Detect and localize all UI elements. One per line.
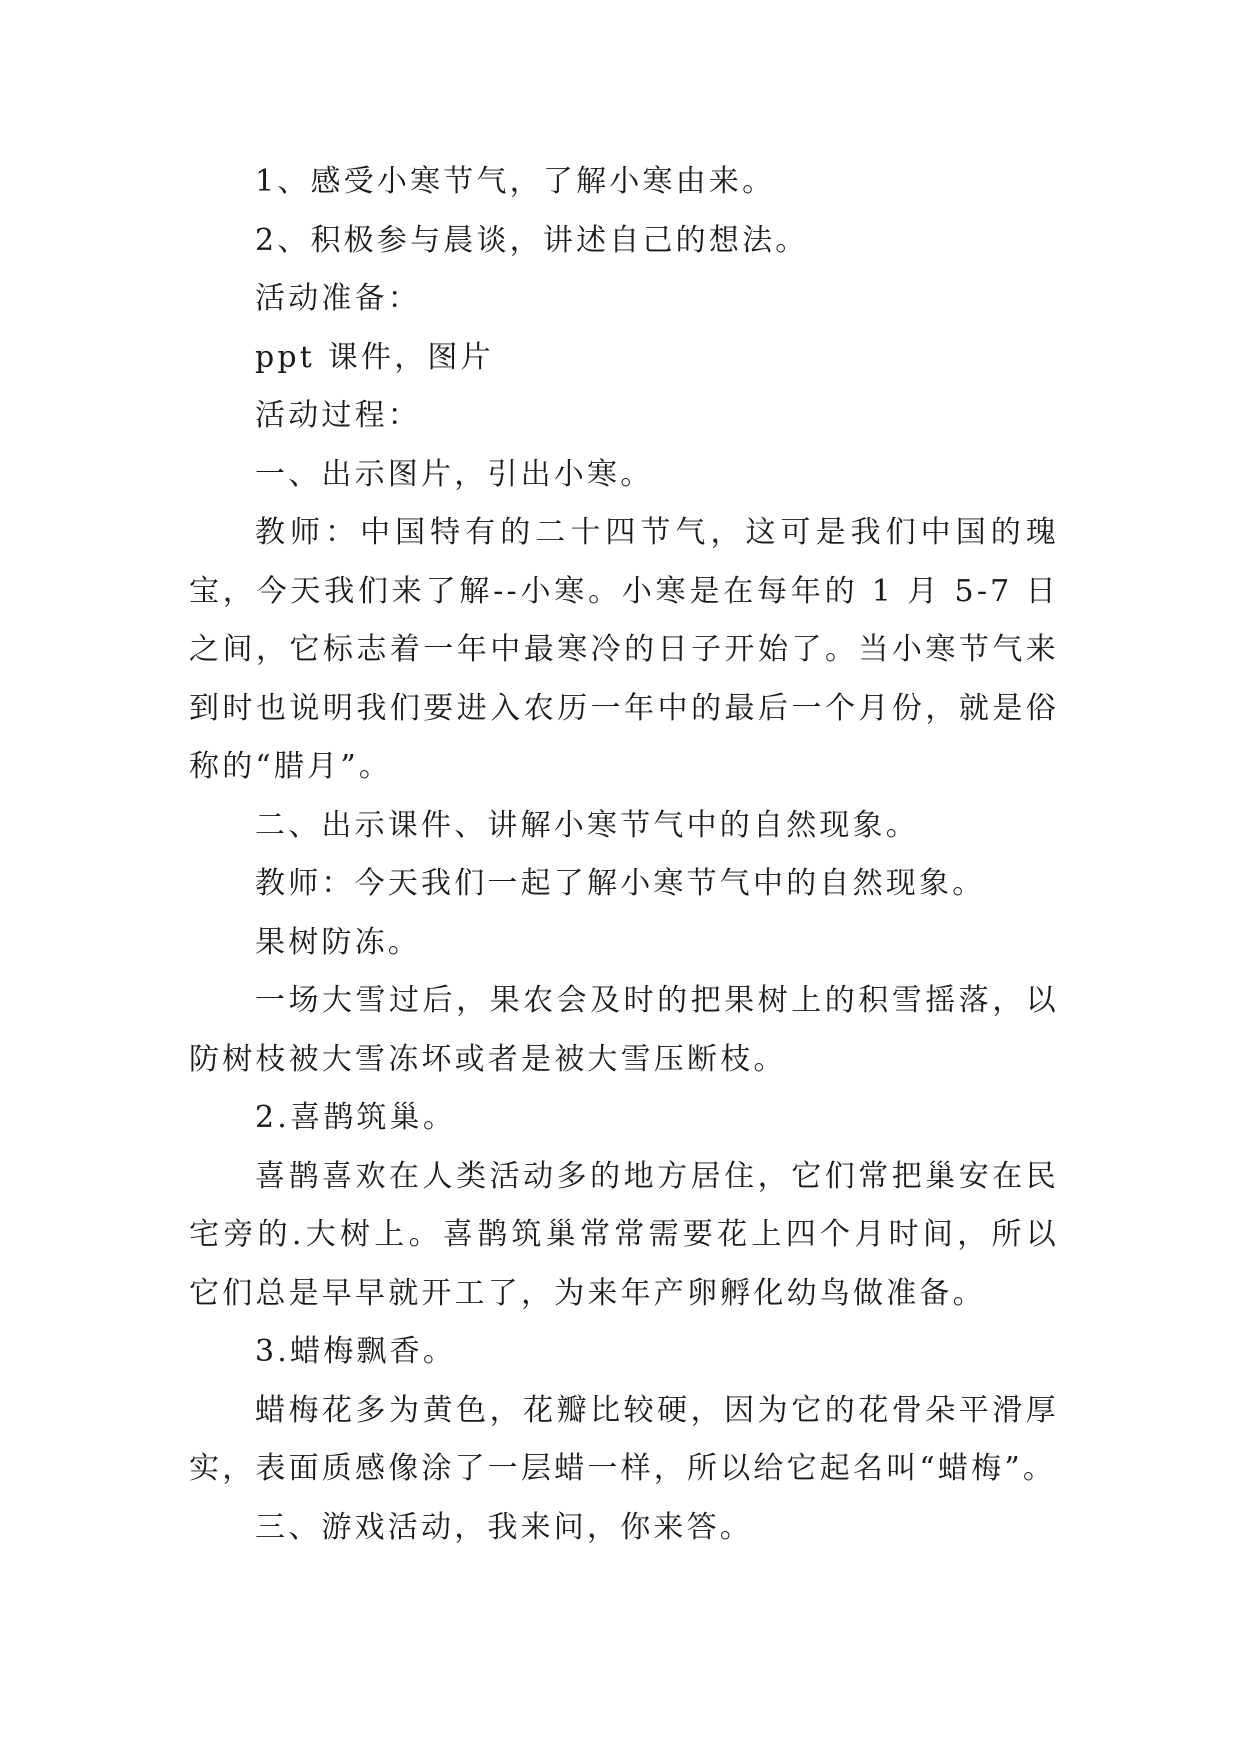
phenomenon-2-title: 2.喜鹊筑巢。 <box>255 1100 457 1135</box>
preparation-materials: ppt 课件，图片 <box>255 339 494 375</box>
phenomenon-1-title: 果树防冻。 <box>255 924 421 960</box>
step-1-teacher-text: 教师：中国特有的二十四节气，这可是我们中国的瑰宝，今天我们来了解--小寒。小寒是在每年的 1 月 5-7 日之间，它标志着一年中最寒冷的日子开始了。当小寒节气来到时也说明我们要进入农历一年中的最后一个月份，就是俗称的“腊月”。 <box>189 515 1059 784</box>
step-3-heading: 三、游戏活动，我来问，你来答。 <box>255 1509 753 1545</box>
phenomenon-1-text: 一场大雪过后，果农会及时的把果树上的积雪摇落，以防树枝被大雪冻坏或者是被大雪压断枝。 <box>189 983 1059 1077</box>
phenomenon-3-text: 蜡梅花多为黄色，花瓣比较硬，因为它的花骨朵平滑厚实，表面质感像涂了一层蜡一样，所以给它起名叫“蜡梅”。 <box>189 1392 1059 1486</box>
phenomenon-3-title: 3.蜡梅飘香。 <box>255 1334 457 1369</box>
phenomenon-2-text: 喜鹊喜欢在人类活动多的地方居住，它们常把巢安在民宅旁的.大树上。喜鹊筑巢常常需要花上四个月时间，所以它们总是早早就开工了，为来年产卵孵化幼鸟做准备。 <box>189 1158 1059 1311</box>
objective-2: 2、积极参与晨谈，讲述自己的想法。 <box>255 222 809 258</box>
objective-1: 1、感受小寒节气，了解小寒由来。 <box>255 164 776 199</box>
step-2-heading: 二、出示课件、讲解小寒节气中的自然现象。 <box>255 807 919 843</box>
section-heading-preparation: 活动准备： <box>255 281 421 316</box>
section-heading-process: 活动过程： <box>255 398 421 433</box>
step-2-teacher-text: 教师：今天我们一起了解小寒节气中的自然现象。 <box>255 866 986 901</box>
document-body <box>189 153 1059 1557</box>
step-1-heading: 一、出示图片，引出小寒。 <box>255 456 654 492</box>
